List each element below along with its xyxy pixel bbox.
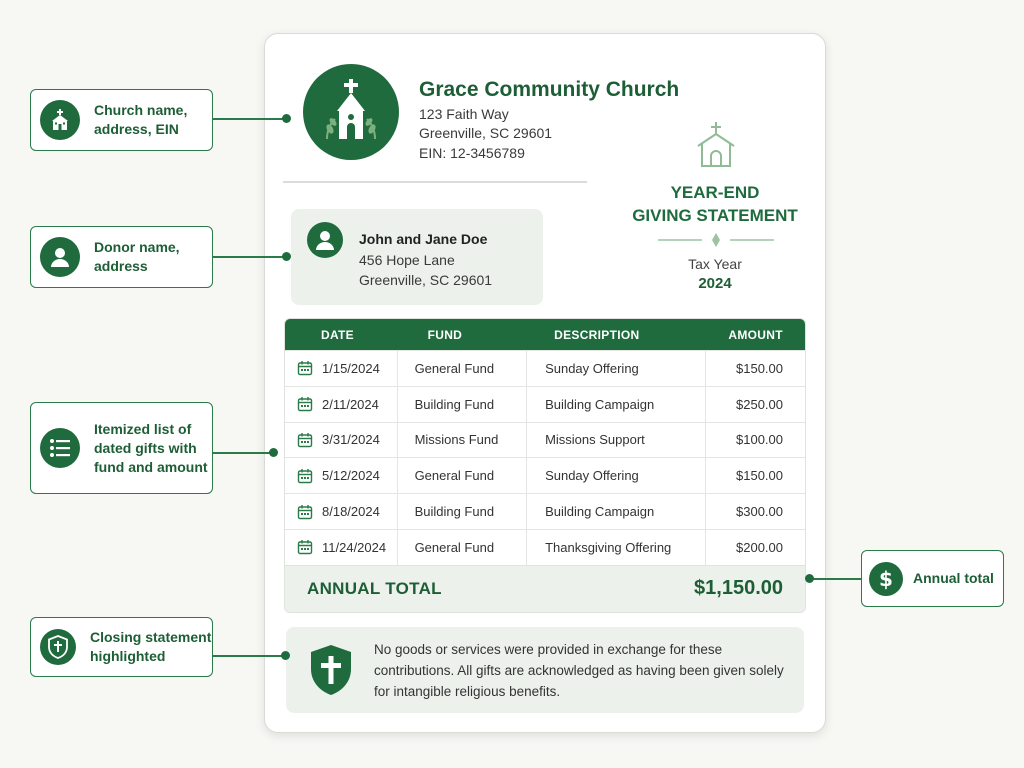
gift-amount: $300.00 [736,504,783,520]
calendar-icon [297,539,313,555]
donor-address-line2: Greenville, SC 29601 [359,272,493,288]
column-header-amount: AMOUNT [728,327,783,342]
callout-itemized-line2: dated gifts with [94,439,197,456]
gift-description: Missions Support [527,423,706,458]
connector-line [810,578,861,580]
callout-closing-text [90,628,211,666]
gift-fund: Building Fund [398,494,528,529]
statement-title-line1: YEAR-END [670,183,760,202]
connector-dot [282,252,291,261]
gift-fund: General Fund [398,351,528,386]
callout-itemized-line1: Itemized list of [94,420,192,437]
church-logo-icon [303,64,399,160]
church-outline-icon [694,120,738,168]
shield-cross-icon [308,643,354,697]
donor-info-box [291,209,543,305]
connector-dot [805,574,814,583]
gift-fund: Building Fund [398,387,528,422]
table-row [285,386,805,422]
callout-church-line2: address, EIN [94,121,179,137]
table-row [285,493,805,529]
callout-donor-text [94,238,180,276]
connector-dot [282,114,291,123]
giving-statement-card [264,33,826,733]
header-divider [283,181,587,183]
callout-donor [30,226,213,288]
callout-itemized [30,402,213,494]
gift-amount: $200.00 [736,539,783,555]
statement-title [617,181,813,227]
callout-itemized-text [94,420,208,477]
gift-fund: General Fund [398,530,528,565]
gift-description: Sunday Offering [527,458,706,493]
church-address-line2: Greenville, SC 29601 [419,125,553,141]
callout-church-line1: Church name, [94,102,188,118]
calendar-icon [297,396,313,412]
gift-amount: $250.00 [736,396,783,412]
callout-closing-line1: Closing statement [90,629,212,645]
gift-date: 11/24/2024 [322,539,387,555]
tax-year-value: 2024 [698,275,732,292]
gift-description: Sunday Offering [527,351,706,386]
dollar-icon [869,562,903,596]
person-icon [40,237,80,277]
annual-total-bar [285,565,805,612]
callout-closing [30,617,213,677]
callout-donor-line2: address [94,258,148,274]
callout-itemized-line3: fund and amount [94,458,208,475]
connector-line [213,452,273,454]
connector-dot [269,448,278,457]
gift-date: 8/18/2024 [322,504,380,520]
gift-fund: Missions Fund [398,423,528,458]
closing-statement-text: No goods or services were provided in exchange for these contributions. All gifts are acknowledged as having been given solely for intangible religious benefits. [374,642,784,699]
connector-line [213,256,286,258]
person-icon [307,222,343,258]
connector-line [213,655,285,657]
gift-amount: $150.00 [736,468,783,484]
callout-church-text [94,101,187,139]
table-row [285,422,805,458]
shield-cross-icon [40,629,76,665]
connector-dot [281,651,290,660]
column-header-description: DESCRIPTION [554,327,640,342]
table-row [285,350,805,386]
gift-date: 3/31/2024 [322,432,380,448]
tax-year-label: Tax Year [688,256,742,272]
annual-total-label: ANNUAL TOTAL [307,578,442,598]
gifts-table [284,318,806,613]
svg-text:$: $ [879,566,893,591]
gift-fund: General Fund [398,458,528,493]
gift-date: 5/12/2024 [322,468,380,484]
connector-line [213,118,286,120]
gifts-table-header [285,319,805,350]
column-header-date: DATE [321,327,354,342]
annual-total-value: $1,150.00 [694,577,783,600]
church-address-line1: 123 Faith Way [419,106,509,122]
gift-date: 2/11/2024 [322,396,379,412]
list-icon [40,428,80,468]
gift-amount: $100.00 [736,432,783,448]
statement-title-line2: GIVING STATEMENT [632,206,798,225]
calendar-icon [297,468,313,484]
callout-annual-total-text: Annual total [913,570,994,586]
gift-description: Building Campaign [527,494,706,529]
closing-statement-box [286,627,804,713]
donor-name: John and Jane Doe [359,231,488,247]
table-row [285,529,805,565]
church-name: Grace Community Church [419,78,680,101]
calendar-icon [297,360,313,376]
gift-date: 1/15/2024 [322,360,380,376]
title-ornament [658,232,774,248]
gift-description: Thanksgiving Offering [527,530,706,565]
donor-address-line1: 456 Hope Lane [359,252,455,268]
callout-closing-line2: highlighted [90,648,166,664]
gift-description: Building Campaign [527,387,706,422]
callout-donor-line1: Donor name, [94,239,180,255]
column-header-fund: FUND [427,327,463,342]
calendar-icon [297,504,313,520]
calendar-icon [297,432,313,448]
callout-church [30,89,213,151]
table-row [285,457,805,493]
church-icon [40,100,80,140]
callout-annual-total [861,550,1004,607]
church-ein: EIN: 12-3456789 [419,145,525,161]
gift-amount: $150.00 [736,360,783,376]
